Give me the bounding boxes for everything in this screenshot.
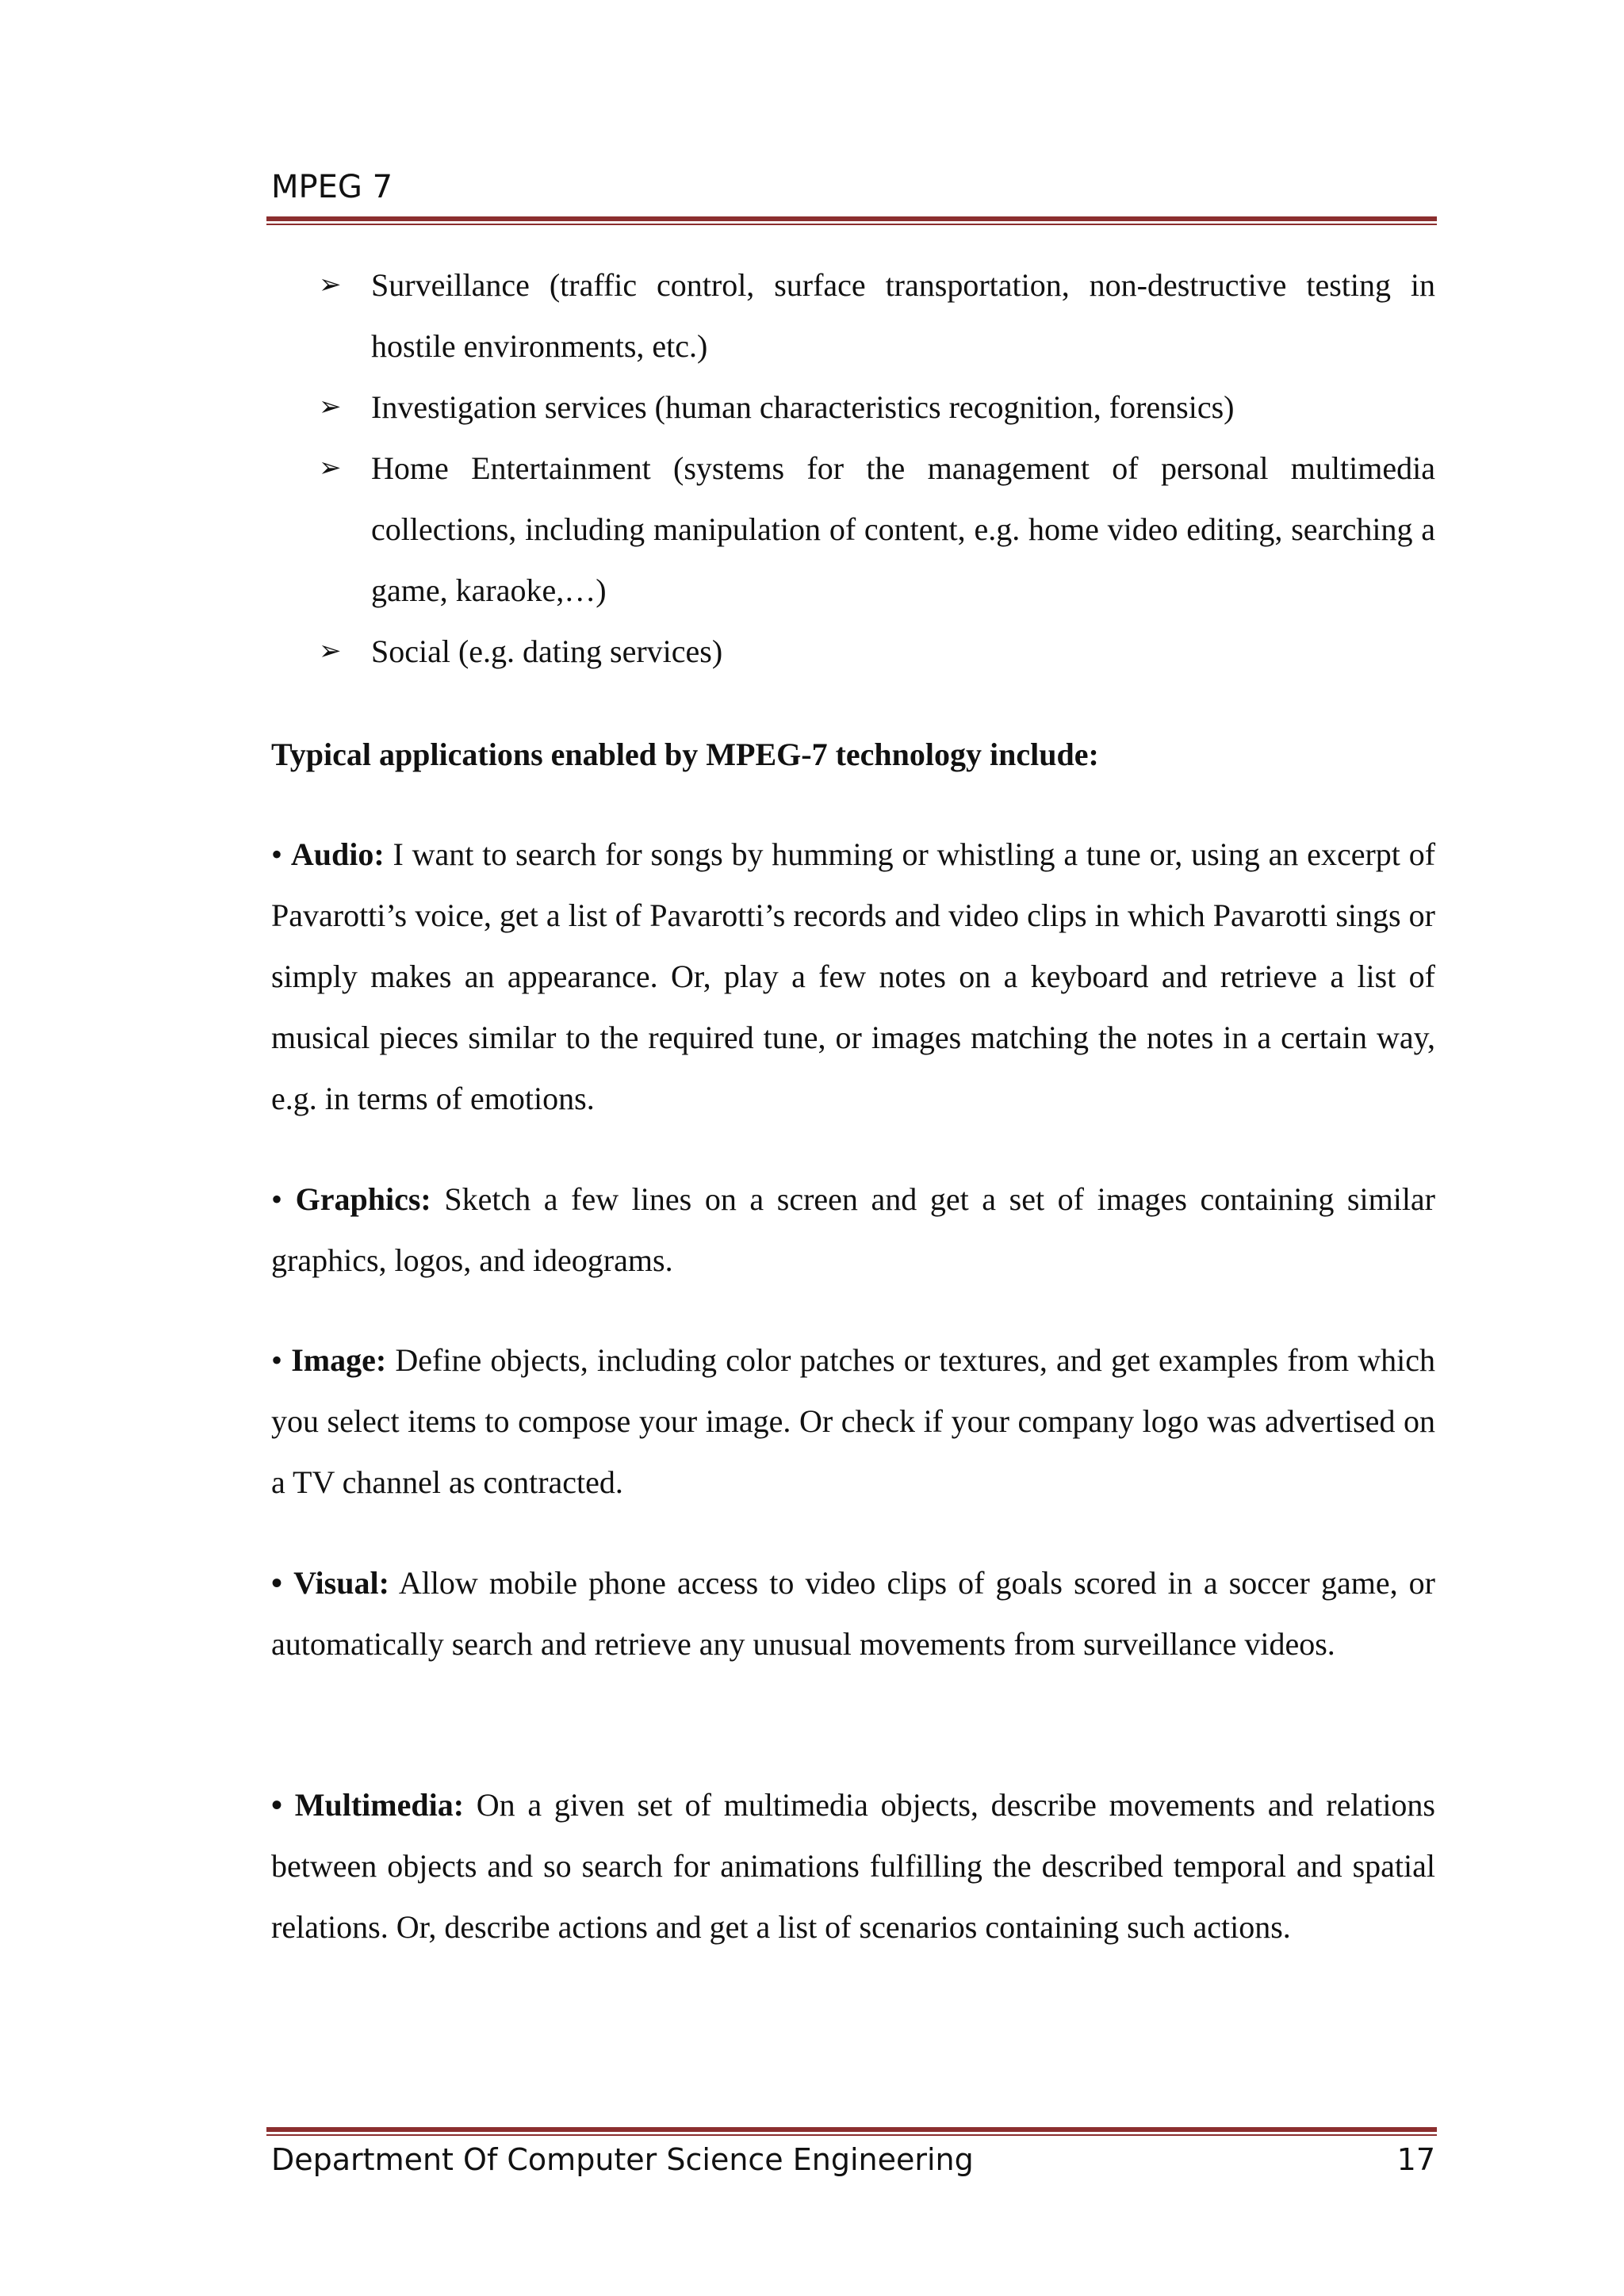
list-item [319,621,1435,682]
application-bullet-list [319,254,1435,682]
list-item-text: Surveillance (traffic control, surface transportation, non-destructive testing in hostile environments, etc.) [371,267,1435,364]
bullet-dot-icon: • [271,1565,283,1601]
arrow-bullet-icon: ➢ [319,391,342,423]
paragraph-label: Multimedia: [294,1787,465,1823]
paragraph-visual [271,1552,1435,1674]
paragraph-text: On a given set of multimedia objects, describe movements and relations between objects and so search for animations fulfilling the described temporal and spatial relations. Or, describe actions and get a list of scenarios containing such actions. [271,1787,1436,1945]
paragraph-label: Image: [291,1342,387,1378]
bullet-dot-icon: • [271,836,283,872]
paragraph-graphics [271,1169,1435,1291]
footer-divider [266,2127,1437,2136]
list-item-text: Investigation services (human characteristics recognition, forensics) [371,389,1235,425]
footer-page-number: 17 [1396,2142,1435,2177]
paragraph-multimedia [271,1774,1435,1957]
arrow-bullet-icon: ➢ [319,635,342,667]
arrow-bullet-icon: ➢ [319,269,342,300]
list-item [319,254,1435,377]
paragraph-text: Sketch a few lines on a screen and get a set of images containing similar graphics, logos, and ideograms. [271,1181,1436,1278]
list-item [319,438,1435,621]
bullet-dot-icon: • [271,1181,283,1217]
footer-department: Department Of Computer Science Engineering [271,2142,974,2177]
page-header-title: MPEG 7 [271,169,393,205]
list-item [319,377,1435,438]
paragraph-text: I want to search for songs by humming or whistling a tune or, using an excerpt of Pavarotti’s voice, get a list of Pavarotti’s records and video clips in which Pavarotti sings or simply makes an appearance. Or, play a few notes on a keyboard and retrieve a list of musical pieces similar to the required tune, or images matching the notes in a certain way, e.g. in terms of emotions. [271,836,1436,1116]
bullet-dot-icon: • [271,1787,283,1823]
paragraph-label: Graphics: [295,1181,431,1217]
bullet-dot-icon: • [271,1342,283,1378]
paragraph-text: Allow mobile phone access to video clips of goals scored in a soccer game, or automatically search and retrieve any unusual movements from surveillance videos. [271,1565,1435,1662]
paragraph-audio [271,824,1435,1129]
header-divider [266,216,1437,225]
paragraph-label: Visual: [293,1565,389,1601]
paragraph-label: Audio: [290,836,385,872]
arrow-bullet-icon: ➢ [319,452,342,484]
paragraph-text: Define objects, including color patches or textures, and get examples from which you select items to compose your image. Or check if your company logo was advertised on a TV channel as contracted. [271,1342,1436,1500]
list-item-text: Social (e.g. dating services) [371,633,723,669]
paragraph-image [271,1330,1435,1513]
section-heading: Typical applications enabled by MPEG-7 technology include: [271,737,1099,772]
list-item-text: Home Entertainment (systems for the management of personal multimedia collections, including manipulation of content, e.g. home video editing, searching a game, karaoke,…) [371,450,1435,608]
